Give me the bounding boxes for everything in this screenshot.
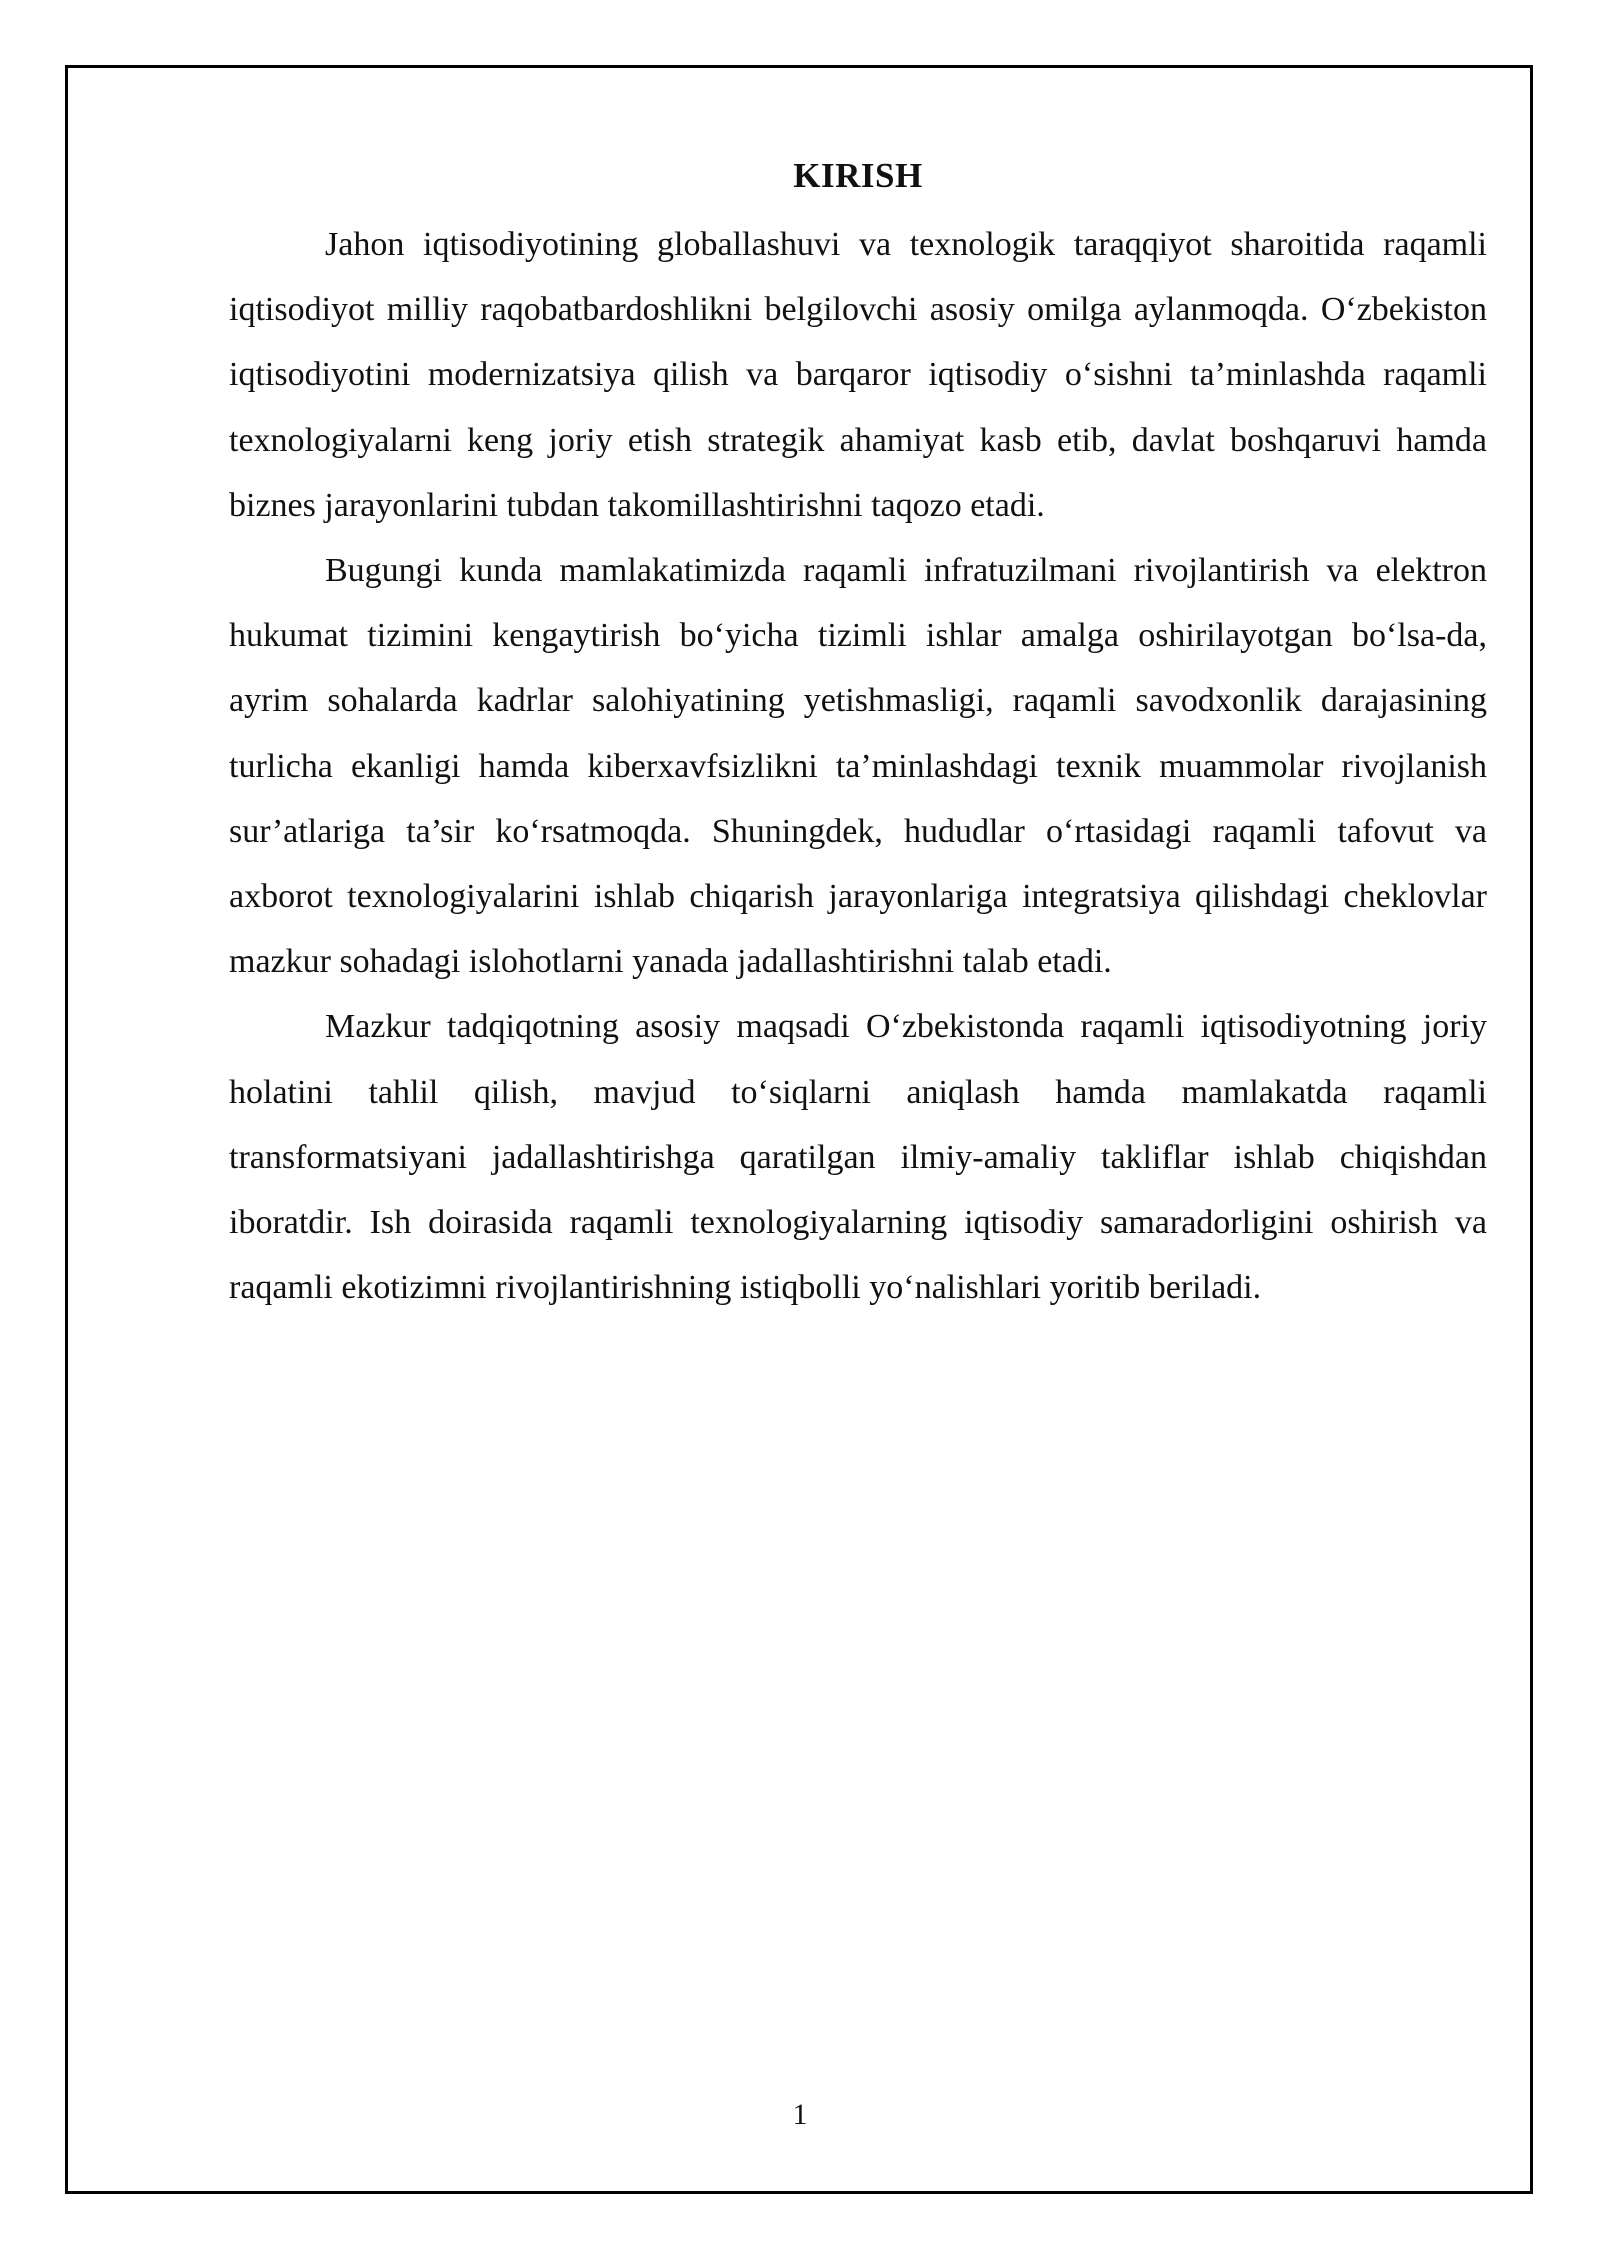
paragraph-3: Mazkur tadqiqotning asosiy maqsadi O‘zbekistonda raqamli iqtisodiyotning joriy holatini tahlil qilish, mavjud to‘siqlarni aniqlash hamda mamlakatda raqamli transformatsiyani jadallashtirishga qaratilgan ilmiy-amaliy takliflar ishlab chiqishdan iboratdir. Ish doirasida raqamli texnologiyalarning iqtisodiy samaradorligini oshirish va raqamli ekotizimni rivojlantirishning istiqbolli yo‘nalishlari yoritib beriladi. xyxy=(229,1008,1487,1307)
page-number: 1 xyxy=(792,2098,808,2131)
paragraph-1: Jahon iqtisodiyotining globallashuvi va texnologik taraqqiyot sharoitida raqamli iqtisodiyot milliy raqobatbardoshlikni belgilovchi asosiy omilga aylanmoqda. O‘zbekiston iqtisodiyotini modernizatsiya qilish va barqaror iqtisodiy o‘sishni ta’minlashda raqamli texnologiyalarni keng joriy etish strategik ahamiyat kasb etib, davlat boshqaruvi hamda biznes jarayonlarini tubdan takomillashtirishni taqozo etadi. xyxy=(229,226,1487,524)
section-heading: KIRISH xyxy=(793,156,923,195)
paragraph-2: Bugungi kunda mamlakatimizda raqamli infratuzilmani rivojlantirish va elektron hukumat tizimini kengaytirish bo‘yicha tizimli ishlar amalga oshirilayotgan bo‘lsa-da, ayrim sohalarda kadrlar salohiyatining yetishmasligi, raqamli savodxonlik darajasining turlicha ekanligi hamda kiberxavfsizlikni ta’minlashdagi texnik muammolar rivojlanish sur’atlariga ta’sir ko‘rsatmoqda. Shuningdek, hududlar o‘rtasidagi raqamli tafovut va axborot texnologiyalarini ishlab chiqarish jarayonlariga integratsiya qilishdagi cheklovlar mazkur sohadagi islohotlarni yanada jadallashtirishni talab etadi. xyxy=(229,552,1487,981)
document-body xyxy=(229,146,1487,1320)
